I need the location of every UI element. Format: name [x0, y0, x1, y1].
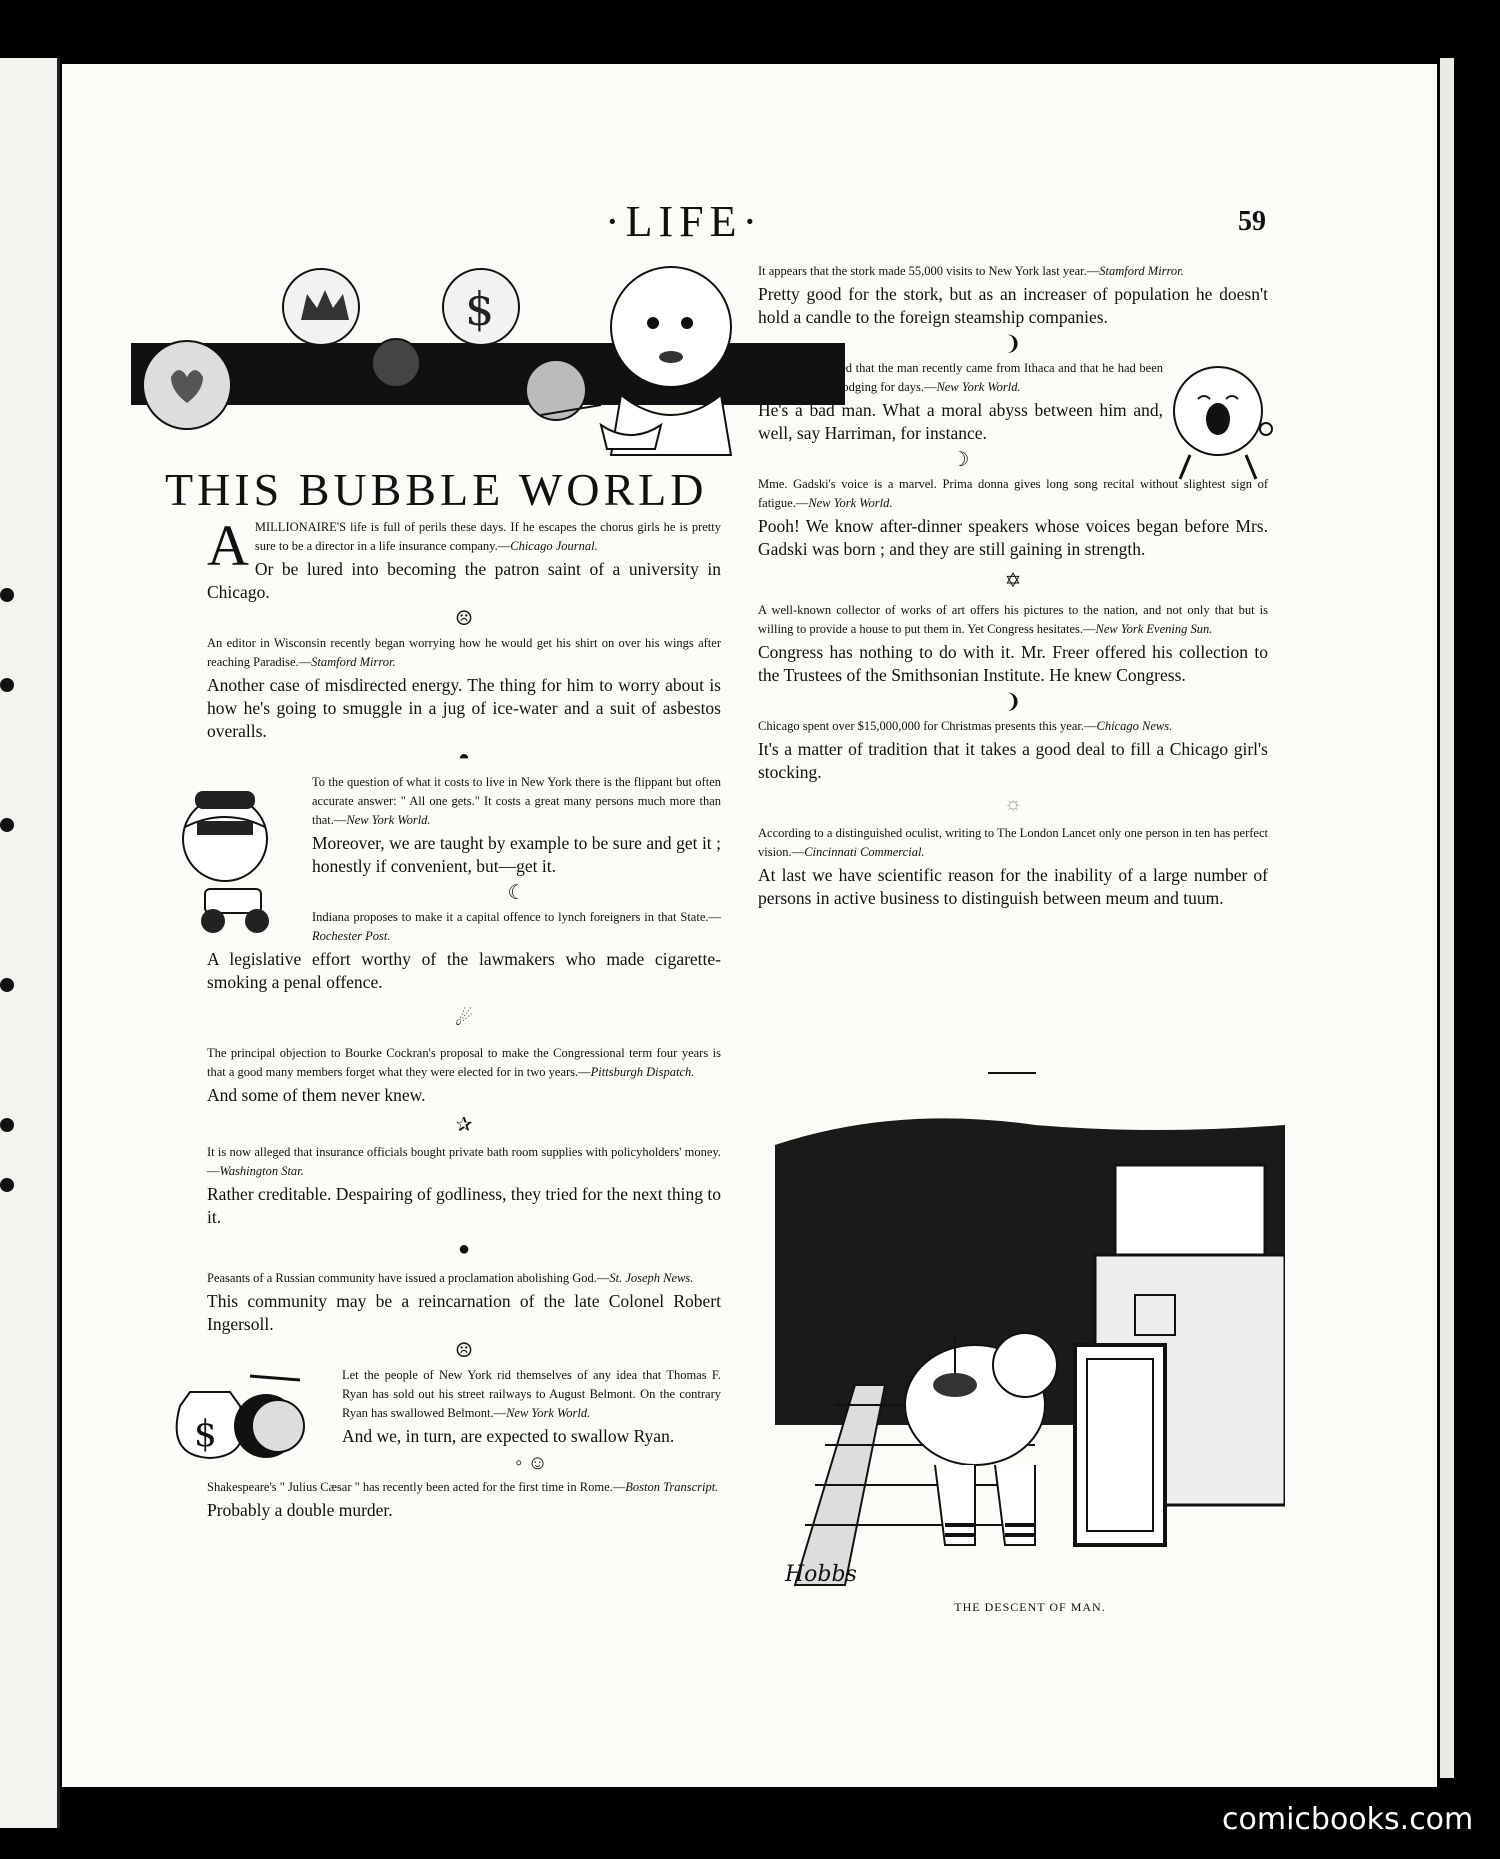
- separator-icon: ✰: [455, 1114, 473, 1136]
- quote-body: To the question of what it costs to live in New York there is the flippant but often accurate answer: " All one gets." It costs a great many persons much more than that.—: [312, 775, 721, 827]
- quote-body: A well-known collector of works of art offers his pictures to the nation, and not only that but is willing to provide a house to put them in. Yet Congress hesitates.—: [758, 603, 1268, 636]
- comment-text: Congress has nothing to do with it. Mr. Freer offered his collection to the Trustees of the Smithsonian Institute. He knew Congress.: [758, 642, 1268, 685]
- item-3: [207, 773, 721, 908]
- quote-source: Washington Star.: [219, 1164, 304, 1178]
- quote-source: New York World.: [346, 813, 431, 827]
- quote-text: [312, 773, 721, 830]
- quote-body: Peasants of a Russian community have issued a proclamation abolishing God.—: [207, 1271, 610, 1285]
- item-2: [758, 359, 1268, 475]
- quote-text: [207, 1143, 721, 1181]
- quote-body: Indiana proposes to make it a capital offence to lynch foreigners in that State.—: [312, 910, 721, 924]
- quote-text: [342, 1366, 721, 1423]
- crying-bubble-illustration: [1166, 359, 1276, 489]
- drop-cap: A: [207, 513, 249, 578]
- quote-source: Boston Transcript.: [625, 1480, 719, 1494]
- quote-body: Shakespeare's " Julius Cæsar " has recently been acted for the first time in Rome.—: [207, 1480, 626, 1494]
- item-6: [207, 1143, 721, 1269]
- item-9: [207, 1478, 721, 1522]
- page-gutter: [57, 58, 60, 1828]
- quote-text: [758, 359, 1163, 397]
- quote-body: According to a distinguished oculist, writing to The London Lancet only one person in ten has perfect vision.—: [758, 826, 1268, 859]
- separator-icon: ☾: [507, 882, 526, 904]
- left-column: [194, 513, 721, 1522]
- quote-source: New York Evening Sun.: [1095, 622, 1213, 636]
- quote-source: Stamford Mirror.: [311, 655, 396, 669]
- item-3: [758, 475, 1268, 601]
- quote-source: New York World.: [506, 1406, 591, 1420]
- separator-icon: ❩: [1004, 691, 1022, 713]
- svg-text:$: $: [465, 282, 495, 336]
- left-page-edge: [0, 58, 60, 1828]
- quote-body: It is now alleged that insurance officials bought private bath room supplies with policyholders' money.—: [207, 1145, 721, 1178]
- page-number: 59: [1238, 206, 1266, 237]
- separator-icon: ☼: [1003, 793, 1023, 815]
- comment-text: Another case of misdirected energy. The thing for him to worry about is how he's going to smuggle in a jug of ice-water and a suit of asbestos overalls.: [207, 675, 721, 741]
- separator-icon: ☹: [455, 608, 473, 630]
- ornament-dot: [0, 1118, 14, 1132]
- separator-icon: ●: [457, 1238, 471, 1260]
- section-rule: [988, 1072, 1036, 1074]
- quote-source: Chicago Journal.: [510, 539, 598, 553]
- quote-body: MILLIONAIRE'S life is full of perils these days. If he escapes the chorus girls he is pretty sure to be a director in a life insurance company.—: [254, 520, 721, 553]
- quote-body: It appears that the stork made 55,000 visits to New York last year.—: [758, 264, 1100, 278]
- quote-source: New York World.: [808, 496, 893, 510]
- masthead: ·LIFE·: [605, 197, 764, 246]
- ornament-dot: [0, 588, 14, 602]
- quote-text: [758, 824, 1268, 862]
- comment-text: A legislative effort worthy of the lawmakers who made cigarette-smoking a penal offence.: [207, 949, 721, 992]
- bubble-banner-illustration: [131, 265, 845, 475]
- quote-body: Mme. Gadski's voice is a marvel. Prima donna gives long song recital without slightest sign of fatigue.—: [758, 477, 1268, 510]
- quote-source: Pittsburgh Dispatch.: [590, 1065, 695, 1079]
- quote-body: The police learned that the man recently came from Ithaca and that he had been without food or lodging for days.—: [758, 361, 1163, 394]
- svg-text:$: $: [194, 1414, 217, 1455]
- item-7: [207, 1269, 721, 1366]
- quote-source: Rochester Post.: [312, 929, 391, 943]
- separator-icon: ☄: [455, 1008, 473, 1030]
- item-5: [207, 1044, 721, 1143]
- comment-text: He's a bad man. What a moral abyss between him and, well, say Harriman, for instance.: [758, 400, 1163, 443]
- ornament-dot: [0, 678, 14, 692]
- separator-icon: ◓: [457, 747, 471, 769]
- right-column: [758, 262, 1268, 910]
- comment-text: At last we have scientific reason for the inability of a large number of persons in active business to distinguish between meum and tuum.: [758, 865, 1268, 908]
- item-2: [207, 634, 721, 773]
- quote-source: Stamford Mirror.: [1099, 264, 1184, 278]
- comment-text: It's a matter of tradition that it takes a good deal to fill a Chicago girl's stocking.: [758, 739, 1268, 782]
- quote-body: Chicago spent over $15,000,000 for Christmas presents this year.—: [758, 719, 1097, 733]
- quote-text: [758, 601, 1268, 639]
- item-1: [758, 262, 1268, 359]
- ornament-dot: [0, 978, 14, 992]
- right-page-edge: [1440, 58, 1454, 1778]
- comment-text: Pooh! We know after-dinner speakers whose voices began before Mrs. Gadski was born ; and they are still gaining in strength.: [758, 516, 1268, 559]
- comment-text: Rather creditable. Despairing of godliness, they tried for the next thing to it.: [207, 1184, 721, 1227]
- comment-text: Probably a double murder.: [207, 1500, 393, 1520]
- quote-body: An editor in Wisconsin recently began worrying how he would get his shirt on over his wings after reaching Paradise.—: [207, 636, 721, 669]
- globe-car-illustration: [155, 777, 295, 947]
- quote-text: [207, 634, 721, 672]
- comment-text: Moreover, we are taught by example to be sure and get it ; honestly if convenient, but—get it.: [312, 833, 721, 876]
- separator-icon: ☽: [951, 449, 970, 471]
- ornament-dot: [0, 818, 14, 832]
- article-title: THIS BUBBLE WORLD: [165, 464, 708, 515]
- comment-text: And some of them never knew.: [207, 1085, 426, 1105]
- quote-source: St. Joseph News.: [609, 1271, 694, 1285]
- item-8: [194, 1366, 721, 1478]
- site-watermark: comicbooks.com: [1222, 1802, 1474, 1837]
- comment-text: Pretty good for the stork, but as an increaser of population he doesn't hold a candle to the foreign steamship companies.: [758, 284, 1268, 327]
- ornament-dot: [0, 1178, 14, 1192]
- quote-text: [207, 1478, 721, 1497]
- separator-icon: ☹: [455, 1340, 473, 1362]
- comment-text: This community may be a reincarnation of the late Colonel Robert Ingersoll.: [207, 1291, 721, 1334]
- separator-icon: ❩: [1004, 333, 1022, 355]
- comment-text: Or be lured into becoming the patron saint of a university in Chicago.: [207, 559, 721, 602]
- quote-text: [207, 1269, 721, 1288]
- quote-body: The principal objection to Bourke Cockran's proposal to make the Congressional term four years is that a good many members forget what they were elected for in two years.—: [207, 1046, 721, 1079]
- money-bag-globe-illustration: [160, 1366, 310, 1466]
- item-6: [758, 824, 1268, 910]
- quote-source: Cincinnati Commercial.: [804, 845, 925, 859]
- item-1: [207, 513, 721, 634]
- quote-body: Let the people of New York rid themselves of any idea that Thomas F. Ryan has sold out his street railways to August Belmont. On the contrary Ryan has swallowed Belmont.—: [342, 1368, 721, 1420]
- quote-source: Chicago News.: [1096, 719, 1173, 733]
- quote-text: [207, 513, 721, 578]
- artist-signature: Hobbs: [785, 1562, 857, 1587]
- quote-text: [207, 1044, 721, 1082]
- item-5: [758, 717, 1268, 824]
- descent-of-man-cartoon: [775, 1105, 1285, 1590]
- comment-text: And we, in turn, are expected to swallow Ryan.: [342, 1426, 675, 1446]
- separator-icon: ✡: [1004, 570, 1022, 592]
- cartoon-caption: THE DESCENT OF MAN.: [954, 1600, 1106, 1614]
- item-4: [758, 601, 1268, 717]
- quote-text: [758, 262, 1268, 281]
- separator-icon: ◦ ☺: [515, 1452, 548, 1474]
- quote-text: [758, 717, 1268, 736]
- quote-source: New York World.: [936, 380, 1021, 394]
